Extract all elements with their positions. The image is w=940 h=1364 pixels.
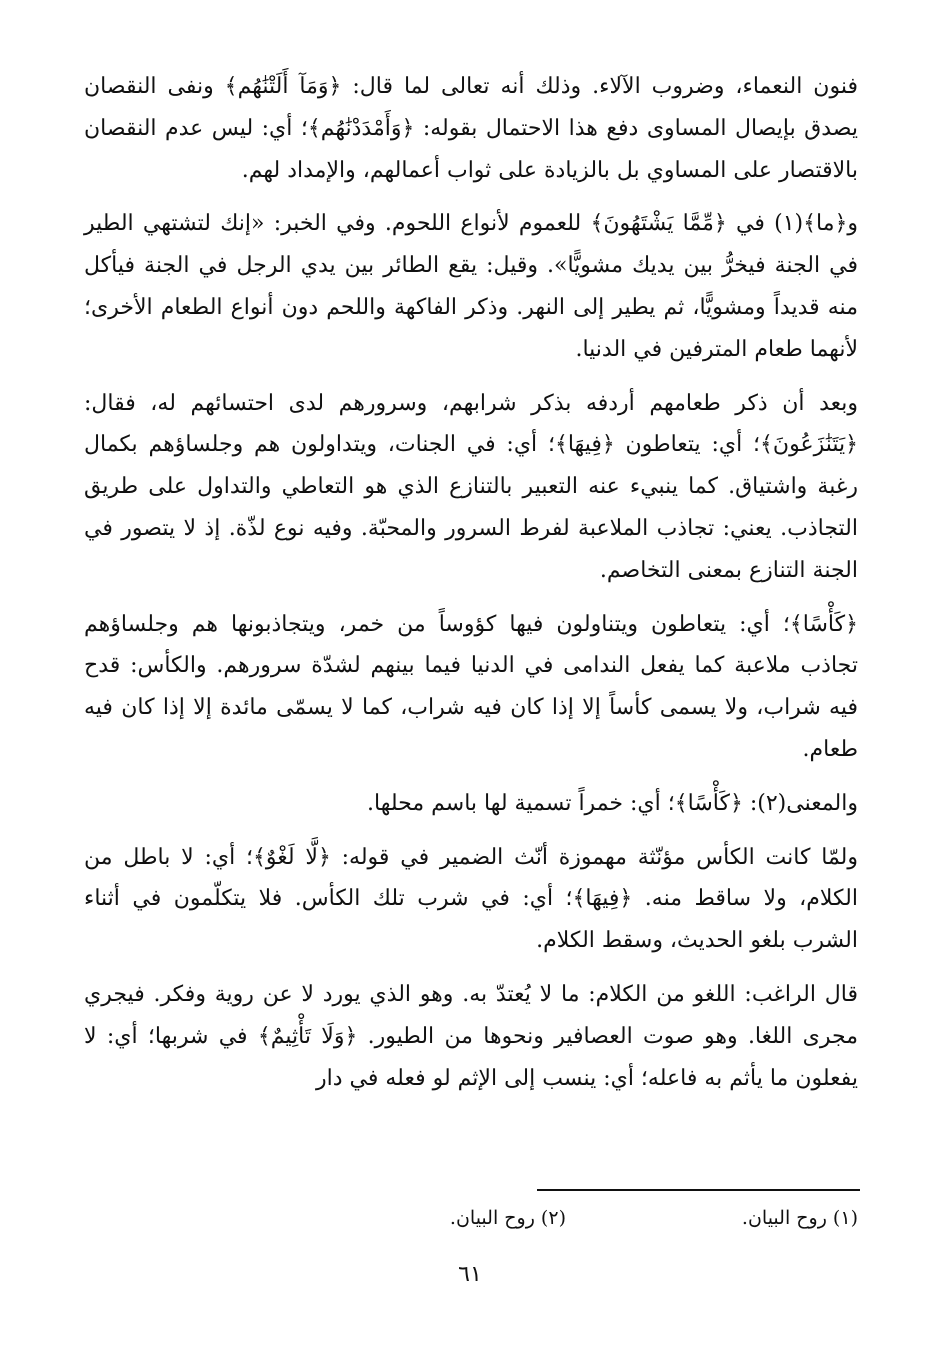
- paragraph-5: والمعنى(٢): ﴿كَأْسًا﴾؛ أي: خمراً تسمية لها باسم محلها.: [367, 790, 858, 816]
- paragraph-7: قال الراغب: اللغو من الكلام: ما لا يُعتدّ به. وهو الذي يورد لا عن روية وفكر. فيجري مجرى اللغا. وهو صوت العصافير ونحوها من الطيور. ﴿وَلَا تَأْثِيمٌ﴾ في شربها؛ أي: لا يفعلون ما يأثم به فاعله؛ أي: ينسب إلى الإثم لو فعله في دار: [84, 981, 858, 1091]
- footnote-1: (١) روح البيان.: [741, 1207, 858, 1229]
- paragraph-3: وبعد أن ذكر طعامهم أردفه بذكر شرابهم، وسرورهم لدى احتسائهم له، فقال: ﴿يَتَنَٰزَعُونَ﴾؛ أي: يتعاطون ﴿فِيهَا﴾؛ أي: في الجنات، ويتداولون هم وجلساؤهم بكمال رغبة واشتياق. كما ينبيء عنه التعبير بالتنازع الذي هو التعاطي والتداول على طريق التجاذب. يعني: تجاذب الملاعبة لفرط السرور والمحبّة. وفيه نوع لذّة. إذ لا يتصور في الجنة التنازع بمعنى التخاصم.: [84, 390, 858, 583]
- page-number: ٦١: [458, 1262, 482, 1287]
- paragraph-1: فنون النعماء، وضروب الآلاء. وذلك أنه تعالى لما قال: ﴿وَمَآ أَلَتْنَٰهُم﴾ ونفى النقصان يصدق بإيصال المساوى دفع هذا الاحتمال بقوله: ﴿وَأَمْدَدْنَٰهُم﴾؛ أي: ليس عدم النقصان بالاقتصار على المساوي بل بالزيادة على ثواب أعمالهم، والإمداد لهم.: [84, 74, 858, 183]
- paragraph-2: و﴿ما﴾(١) في ﴿مِّمَّا يَشْتَهُونَ﴾ للعموم لأنواع اللحوم. وفي الخبر: «إنك لتشتهي الطير في الجنة فيخرُّ بين يديك مشويًّا». وقيل: يقع الطائر بين يدي الرجل في الجنة فيأكل منه قديداً ومشويًّا، ثم يطير إلى النهر. وذكر الفاكهة واللحم دون أنواع الطعام الأخرى؛ لأنهما طعام المترفين في الدنيا.: [84, 211, 858, 362]
- paragraph-4: ﴿كَأْسًا﴾؛ أي: يتعاطون ويتناولون فيها كؤوساً من خمر، ويتجاذبونها هم وجلساؤهم تجاذب ملاعبة كما يفعل الندامى في الدنيا فيما بينهم لشدّة سرورهم. والكأس: قدح فيه شراب، ولا يسمى كأساً إلا إذا كان فيه شراب، كما لا يسمّى مائدة إلا إذا كان فيه طعام.: [84, 611, 858, 762]
- footnote-2: (٢) روح البيان.: [449, 1207, 566, 1229]
- footnote-divider: [537, 1189, 860, 1191]
- paragraph-6: ولمّا كانت الكأس مؤنّثة مهموزة أنّث الضمير في قوله: ﴿لَّا لَغْوٌ﴾؛ أي: لا باطل من الكلام، ولا ساقط منه. ﴿فِيهَا﴾؛ أي: في شرب تلك الكأس. فلا يتكلّمون في أثناء الشرب بلغو الحديث، وسقط الكلام.: [84, 844, 858, 954]
- body-text: [84, 66, 858, 1099]
